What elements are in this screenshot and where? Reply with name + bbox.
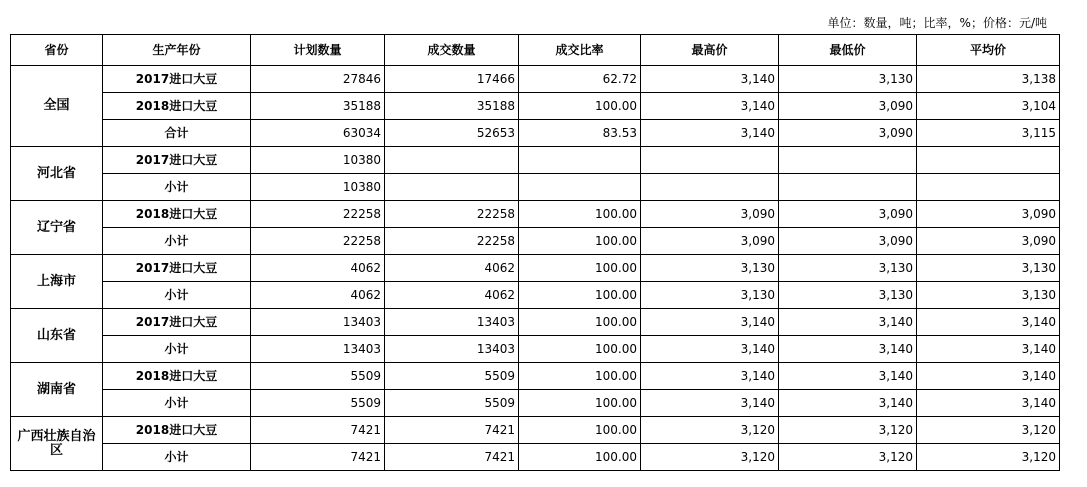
min-price-cell [779, 147, 917, 174]
deal-ratio-cell [519, 174, 641, 201]
max-price-cell: 3,120 [641, 417, 779, 444]
year-cell: 2018进口大豆 [103, 363, 251, 390]
deal-qty-cell: 17466 [385, 66, 519, 93]
deal-ratio-cell: 100.00 [519, 255, 641, 282]
year-cell: 小计 [103, 282, 251, 309]
plan-qty-cell: 13403 [251, 336, 385, 363]
max-price-cell [641, 174, 779, 201]
header-max-price: 最高价 [641, 35, 779, 66]
deal-ratio-cell: 83.53 [519, 120, 641, 147]
avg-price-cell: 3,104 [917, 93, 1060, 120]
min-price-cell: 3,140 [779, 390, 917, 417]
year-cell: 2017进口大豆 [103, 66, 251, 93]
table-row [11, 363, 1060, 390]
header-min-price: 最低价 [779, 35, 917, 66]
table-row [11, 120, 1060, 147]
province-cell: 广西壮族自治区 [11, 417, 103, 471]
min-price-cell: 3,140 [779, 309, 917, 336]
deal-qty-cell: 4062 [385, 282, 519, 309]
max-price-cell: 3,090 [641, 201, 779, 228]
table-row [11, 336, 1060, 363]
max-price-cell: 3,140 [641, 363, 779, 390]
header-province: 省份 [11, 35, 103, 66]
min-price-cell [779, 174, 917, 201]
table-row [11, 147, 1060, 174]
year-cell: 合计 [103, 120, 251, 147]
table-body [11, 66, 1060, 471]
plan-qty-cell: 13403 [251, 309, 385, 336]
plan-qty-cell: 22258 [251, 201, 385, 228]
deal-qty-cell: 22258 [385, 228, 519, 255]
deal-ratio-cell: 100.00 [519, 93, 641, 120]
max-price-cell: 3,140 [641, 66, 779, 93]
deal-qty-cell: 22258 [385, 201, 519, 228]
max-price-cell: 3,140 [641, 336, 779, 363]
trading-results-table [10, 34, 1060, 471]
deal-qty-cell: 7421 [385, 444, 519, 471]
plan-qty-cell: 35188 [251, 93, 385, 120]
min-price-cell: 3,120 [779, 417, 917, 444]
min-price-cell: 3,090 [779, 93, 917, 120]
header-avg-price: 平均价 [917, 35, 1060, 66]
year-cell: 2017进口大豆 [103, 309, 251, 336]
table-row [11, 201, 1060, 228]
table-row [11, 66, 1060, 93]
deal-ratio-cell: 100.00 [519, 309, 641, 336]
min-price-cell: 3,090 [779, 120, 917, 147]
deal-ratio-cell: 100.00 [519, 282, 641, 309]
deal-ratio-cell: 100.00 [519, 336, 641, 363]
deal-ratio-cell [519, 147, 641, 174]
table-row [11, 228, 1060, 255]
deal-qty-cell [385, 147, 519, 174]
min-price-cell: 3,090 [779, 201, 917, 228]
max-price-cell: 3,140 [641, 120, 779, 147]
avg-price-cell: 3,140 [917, 390, 1060, 417]
table-row [11, 417, 1060, 444]
avg-price-cell: 3,120 [917, 417, 1060, 444]
min-price-cell: 3,130 [779, 255, 917, 282]
table-row [11, 255, 1060, 282]
table-row [11, 390, 1060, 417]
deal-ratio-cell: 100.00 [519, 363, 641, 390]
year-cell: 小计 [103, 444, 251, 471]
table-row [11, 93, 1060, 120]
year-cell: 2018进口大豆 [103, 93, 251, 120]
table-row [11, 444, 1060, 471]
table-row [11, 282, 1060, 309]
province-cell: 辽宁省 [11, 201, 103, 255]
deal-ratio-cell: 100.00 [519, 390, 641, 417]
max-price-cell: 3,140 [641, 390, 779, 417]
max-price-cell: 3,130 [641, 282, 779, 309]
plan-qty-cell: 5509 [251, 363, 385, 390]
max-price-cell: 3,130 [641, 255, 779, 282]
province-cell: 河北省 [11, 147, 103, 201]
avg-price-cell: 3,140 [917, 309, 1060, 336]
avg-price-cell: 3,115 [917, 120, 1060, 147]
plan-qty-cell: 5509 [251, 390, 385, 417]
deal-qty-cell: 5509 [385, 363, 519, 390]
table-row [11, 309, 1060, 336]
min-price-cell: 3,130 [779, 282, 917, 309]
deal-ratio-cell: 100.00 [519, 417, 641, 444]
min-price-cell: 3,130 [779, 66, 917, 93]
header-year: 生产年份 [103, 35, 251, 66]
deal-qty-cell: 13403 [385, 309, 519, 336]
year-cell: 小计 [103, 390, 251, 417]
avg-price-cell: 3,140 [917, 336, 1060, 363]
max-price-cell: 3,120 [641, 444, 779, 471]
deal-qty-cell: 52653 [385, 120, 519, 147]
avg-price-cell: 3,130 [917, 282, 1060, 309]
province-cell: 湖南省 [11, 363, 103, 417]
avg-price-cell [917, 147, 1060, 174]
max-price-cell: 3,140 [641, 93, 779, 120]
plan-qty-cell: 22258 [251, 228, 385, 255]
deal-qty-cell [385, 174, 519, 201]
deal-ratio-cell: 100.00 [519, 201, 641, 228]
plan-qty-cell: 10380 [251, 174, 385, 201]
plan-qty-cell: 27846 [251, 66, 385, 93]
header-deal-qty: 成交数量 [385, 35, 519, 66]
deal-ratio-cell: 100.00 [519, 444, 641, 471]
province-cell: 山东省 [11, 309, 103, 363]
year-cell: 2018进口大豆 [103, 201, 251, 228]
plan-qty-cell: 4062 [251, 282, 385, 309]
plan-qty-cell: 10380 [251, 147, 385, 174]
avg-price-cell: 3,130 [917, 255, 1060, 282]
year-cell: 小计 [103, 336, 251, 363]
deal-qty-cell: 13403 [385, 336, 519, 363]
max-price-cell: 3,140 [641, 309, 779, 336]
deal-ratio-cell: 62.72 [519, 66, 641, 93]
plan-qty-cell: 4062 [251, 255, 385, 282]
header-deal-ratio: 成交比率 [519, 35, 641, 66]
deal-ratio-cell: 100.00 [519, 228, 641, 255]
avg-price-cell [917, 174, 1060, 201]
avg-price-cell: 3,090 [917, 228, 1060, 255]
plan-qty-cell: 7421 [251, 444, 385, 471]
year-cell: 小计 [103, 228, 251, 255]
deal-qty-cell: 35188 [385, 93, 519, 120]
year-cell: 2017进口大豆 [103, 147, 251, 174]
deal-qty-cell: 4062 [385, 255, 519, 282]
plan-qty-cell: 63034 [251, 120, 385, 147]
min-price-cell: 3,140 [779, 363, 917, 390]
avg-price-cell: 3,120 [917, 444, 1060, 471]
deal-qty-cell: 5509 [385, 390, 519, 417]
year-cell: 2017进口大豆 [103, 255, 251, 282]
min-price-cell: 3,120 [779, 444, 917, 471]
plan-qty-cell: 7421 [251, 417, 385, 444]
max-price-cell [641, 147, 779, 174]
unit-note: 单位：数量，吨；比率，%；价格：元/吨 [827, 16, 1047, 30]
table-row [11, 174, 1060, 201]
min-price-cell: 3,140 [779, 336, 917, 363]
min-price-cell: 3,090 [779, 228, 917, 255]
avg-price-cell: 3,090 [917, 201, 1060, 228]
header-plan-qty: 计划数量 [251, 35, 385, 66]
deal-qty-cell: 7421 [385, 417, 519, 444]
year-cell: 2018进口大豆 [103, 417, 251, 444]
province-cell: 全国 [11, 66, 103, 147]
avg-price-cell: 3,140 [917, 363, 1060, 390]
avg-price-cell: 3,138 [917, 66, 1060, 93]
header-row [11, 35, 1060, 66]
province-cell: 上海市 [11, 255, 103, 309]
max-price-cell: 3,090 [641, 228, 779, 255]
year-cell: 小计 [103, 174, 251, 201]
